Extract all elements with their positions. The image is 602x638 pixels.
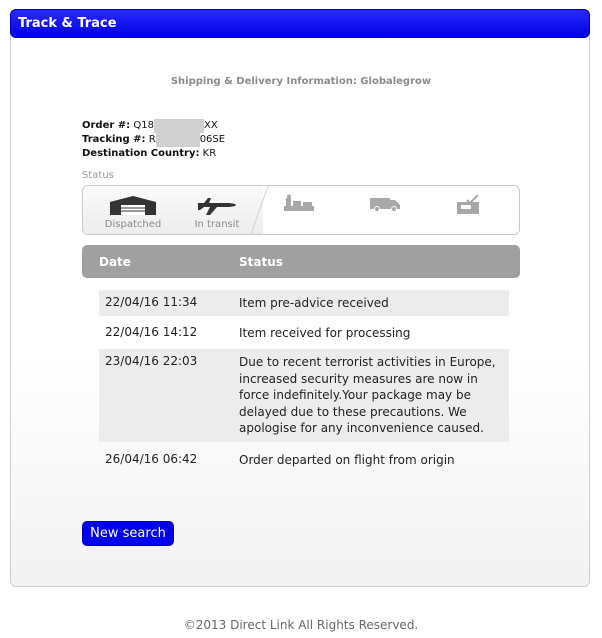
tracking-number-label: Tracking #: [82,134,146,145]
column-header-status: Status [239,255,283,269]
delivered-box-icon [453,194,483,216]
row-status: Item received for processing [239,326,411,340]
column-header-date: Date [99,255,131,269]
order-number-label: Order #: [82,120,131,131]
step-delivered [428,186,508,234]
step-delivery [345,186,425,234]
step-customs [259,186,339,234]
tracking-number-suffix: 06SE [199,134,226,145]
row-date: 22/04/16 11:34 [105,295,198,309]
row-date: 23/04/16 22:03 [105,354,198,368]
footer-copyright: ©2013 Direct Link All Rights Reserved. [183,618,419,632]
row-status: Order departed on flight from origin [239,453,455,467]
destination-country-value: KR [202,148,217,159]
tracking-table-header [82,245,520,278]
order-number-suffix: XX [203,120,218,131]
row-status: Item pre-advice received [239,296,389,310]
order-number-prefix: Q18 [133,120,154,131]
status-progress-bar [82,185,520,235]
status-label: Status [82,170,114,181]
tracking-number-prefix: R [148,134,156,145]
customs-icon [282,194,316,212]
row-date: 22/04/16 14:12 [105,325,198,339]
table-row [99,290,509,316]
delivery-van-icon [368,194,402,212]
step-label: Dispatched [104,219,162,230]
airplane-icon [196,194,238,216]
tracking-number-line [82,133,225,147]
destination-country-line [82,147,216,161]
order-number-line [82,119,218,133]
warehouse-icon [108,194,158,216]
row-status: Due to recent terrorist activities in Europe, increased security measures are now in force indefinitely.Your package may be delayed due to these precautions. We apologise for any inconvenience caused. [239,355,496,435]
table-row [99,447,509,473]
panel-title: Track & Trace [10,9,590,38]
step-label: In transit [194,219,240,230]
table-row [99,349,509,442]
destination-country-label: Destination Country: [82,148,200,159]
redacted-block [156,133,200,147]
table-row [99,320,509,346]
row-date: 26/04/16 06:42 [105,452,198,466]
step-dispatched [93,186,173,234]
step-in-transit [177,186,257,234]
new-search-button[interactable]: New search [82,521,174,546]
redacted-block [154,119,204,133]
shipping-info-heading: Shipping & Delivery Information: Globalegrow [170,76,432,87]
